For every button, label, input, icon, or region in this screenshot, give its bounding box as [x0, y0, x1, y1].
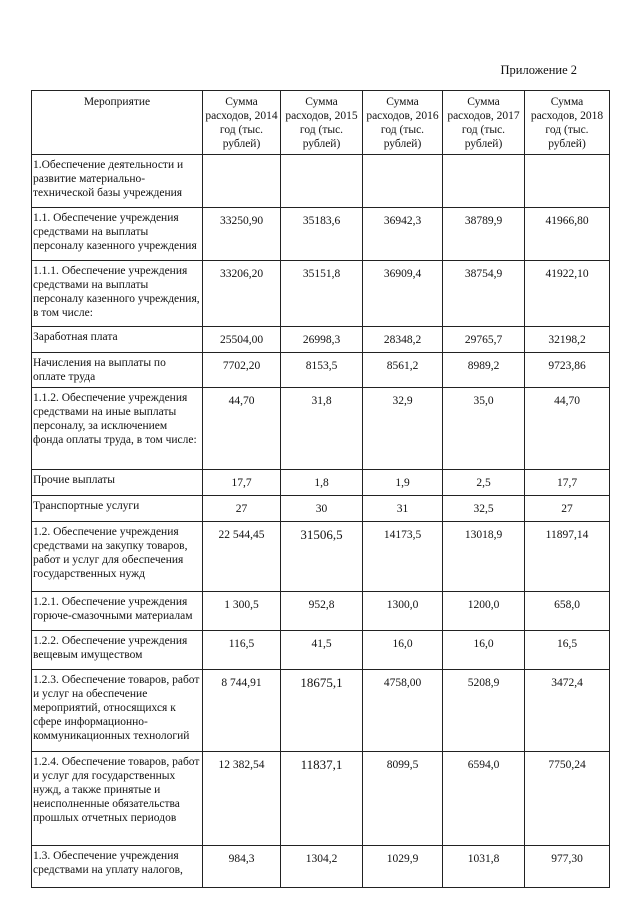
row-value-2015: 35151,8: [281, 261, 363, 327]
row-value-2017: 16,0: [443, 631, 525, 670]
row-value-2017: 35,0: [443, 388, 525, 470]
row-value-2015: 952,8: [281, 592, 363, 631]
table-row: [32, 846, 610, 888]
row-value-2015: 1,8: [281, 470, 363, 496]
row-value-2015: 18675,1: [281, 670, 363, 752]
row-value-2015: 31,8: [281, 388, 363, 470]
row-activity: 1.2.4. Обеспечение товаров, работ и услуг для государственных нужд, а также принятые и неисполненные обязательства прошлых отчетных периодов: [32, 752, 203, 846]
table-row: [32, 752, 610, 846]
row-value-2016: 1,9: [363, 470, 443, 496]
row-value-2016: 36942,3: [363, 208, 443, 261]
row-value-2018: 32198,2: [525, 327, 610, 353]
row-value-2014: [203, 155, 281, 208]
row-value-2017: 38754,9: [443, 261, 525, 327]
header-2017: Сумма расходов, 2017 год (тыс. рублей): [443, 91, 525, 155]
row-value-2018: 9723,86: [525, 353, 610, 388]
table-row: [32, 631, 610, 670]
row-activity: 1.1.2. Обеспечение учреждения средствами на иные выплаты персоналу, за исключением фонда оплаты труда, в том числе:: [32, 388, 203, 470]
row-value-2018: 16,5: [525, 631, 610, 670]
row-value-2015: [281, 155, 363, 208]
row-value-2016: 32,9: [363, 388, 443, 470]
row-value-2014: 44,70: [203, 388, 281, 470]
row-value-2015: 1304,2: [281, 846, 363, 888]
row-activity: Прочие выплаты: [32, 470, 203, 496]
row-value-2017: 6594,0: [443, 752, 525, 846]
row-value-2014: 27: [203, 496, 281, 522]
table-body: [32, 155, 610, 888]
table-row: [32, 261, 610, 327]
row-value-2018: 3472,4: [525, 670, 610, 752]
row-value-2014: 1 300,5: [203, 592, 281, 631]
row-value-2016: 1029,9: [363, 846, 443, 888]
row-value-2016: 8099,5: [363, 752, 443, 846]
row-value-2017: 1200,0: [443, 592, 525, 631]
row-value-2017: 8989,2: [443, 353, 525, 388]
header-2014: Сумма расходов, 2014 год (тыс. рублей): [203, 91, 281, 155]
row-value-2015: 35183,6: [281, 208, 363, 261]
row-value-2017: 1031,8: [443, 846, 525, 888]
row-value-2014: 8 744,91: [203, 670, 281, 752]
row-value-2018: 977,30: [525, 846, 610, 888]
row-value-2018: 658,0: [525, 592, 610, 631]
table-row: [32, 327, 610, 353]
row-value-2017: 29765,7: [443, 327, 525, 353]
table-row: [32, 208, 610, 261]
row-activity: Начисления на выплаты по оплате труда: [32, 353, 203, 388]
row-value-2016: 14173,5: [363, 522, 443, 592]
row-value-2017: [443, 155, 525, 208]
row-activity: 1.Обеспечение деятельности и развитие материально-технической базы учреждения: [32, 155, 203, 208]
table-row: [32, 670, 610, 752]
row-value-2014: 33250,90: [203, 208, 281, 261]
row-value-2017: 2,5: [443, 470, 525, 496]
row-value-2017: 5208,9: [443, 670, 525, 752]
appendix-label: Приложение 2: [500, 63, 577, 77]
row-value-2014: 25504,00: [203, 327, 281, 353]
row-value-2016: 1300,0: [363, 592, 443, 631]
row-value-2018: 17,7: [525, 470, 610, 496]
row-value-2016: 36909,4: [363, 261, 443, 327]
row-value-2017: 13018,9: [443, 522, 525, 592]
row-activity: 1.2.3. Обеспечение товаров, работ и услуг на обеспечение мероприятий, относящихся к сфере информационно-коммуникационных технологий: [32, 670, 203, 752]
row-value-2016: 4758,00: [363, 670, 443, 752]
header-activity: Мероприятие: [32, 91, 203, 155]
row-value-2017: 38789,9: [443, 208, 525, 261]
row-value-2014: 33206,20: [203, 261, 281, 327]
row-value-2018: 41966,80: [525, 208, 610, 261]
table-row: [32, 155, 610, 208]
table-row: [32, 388, 610, 470]
table-row: [32, 522, 610, 592]
table-row: [32, 496, 610, 522]
row-value-2015: 8153,5: [281, 353, 363, 388]
row-value-2018: 27: [525, 496, 610, 522]
row-value-2014: 116,5: [203, 631, 281, 670]
row-value-2016: 8561,2: [363, 353, 443, 388]
row-value-2015: 31506,5: [281, 522, 363, 592]
row-value-2018: 7750,24: [525, 752, 610, 846]
row-value-2014: 22 544,45: [203, 522, 281, 592]
row-activity: Заработная плата: [32, 327, 203, 353]
row-value-2015: 26998,3: [281, 327, 363, 353]
row-value-2014: 17,7: [203, 470, 281, 496]
row-value-2018: 44,70: [525, 388, 610, 470]
table-row: [32, 353, 610, 388]
row-value-2015: 41,5: [281, 631, 363, 670]
row-value-2016: [363, 155, 443, 208]
row-value-2015: 11837,1: [281, 752, 363, 846]
row-value-2014: 984,3: [203, 846, 281, 888]
row-value-2016: 28348,2: [363, 327, 443, 353]
header-2018: Сумма расходов, 2018 год (тыс. рублей): [525, 91, 610, 155]
table-row: [32, 592, 610, 631]
row-activity: 1.1. Обеспечение учреждения средствами на выплаты персоналу казенного учреждения: [32, 208, 203, 261]
row-value-2018: 11897,14: [525, 522, 610, 592]
row-value-2017: 32,5: [443, 496, 525, 522]
row-value-2016: 16,0: [363, 631, 443, 670]
header-2016: Сумма расходов, 2016 год (тыс. рублей): [363, 91, 443, 155]
row-activity: 1.1.1. Обеспечение учреждения средствами на выплаты персоналу казенного учреждения, в том числе:: [32, 261, 203, 327]
header-2015: Сумма расходов, 2015 год (тыс. рублей): [281, 91, 363, 155]
table-header-row: [32, 91, 610, 155]
table-row: [32, 470, 610, 496]
row-activity: 1.3. Обеспечение учреждения средствами на уплату налогов,: [32, 846, 203, 888]
row-value-2018: 41922,10: [525, 261, 610, 327]
row-activity: 1.2.1. Обеспечение учреждения горюче-смазочными материалам: [32, 592, 203, 631]
row-activity: 1.2. Обеспечение учреждения средствами на закупку товаров, работ и услуг для обеспечения государственных нужд: [32, 522, 203, 592]
expense-table: [31, 90, 610, 888]
row-activity: 1.2.2. Обеспечение учреждения вещевым имуществом: [32, 631, 203, 670]
row-value-2014: 12 382,54: [203, 752, 281, 846]
row-activity: Транспортные услуги: [32, 496, 203, 522]
row-value-2015: 30: [281, 496, 363, 522]
row-value-2014: 7702,20: [203, 353, 281, 388]
row-value-2016: 31: [363, 496, 443, 522]
row-value-2018: [525, 155, 610, 208]
